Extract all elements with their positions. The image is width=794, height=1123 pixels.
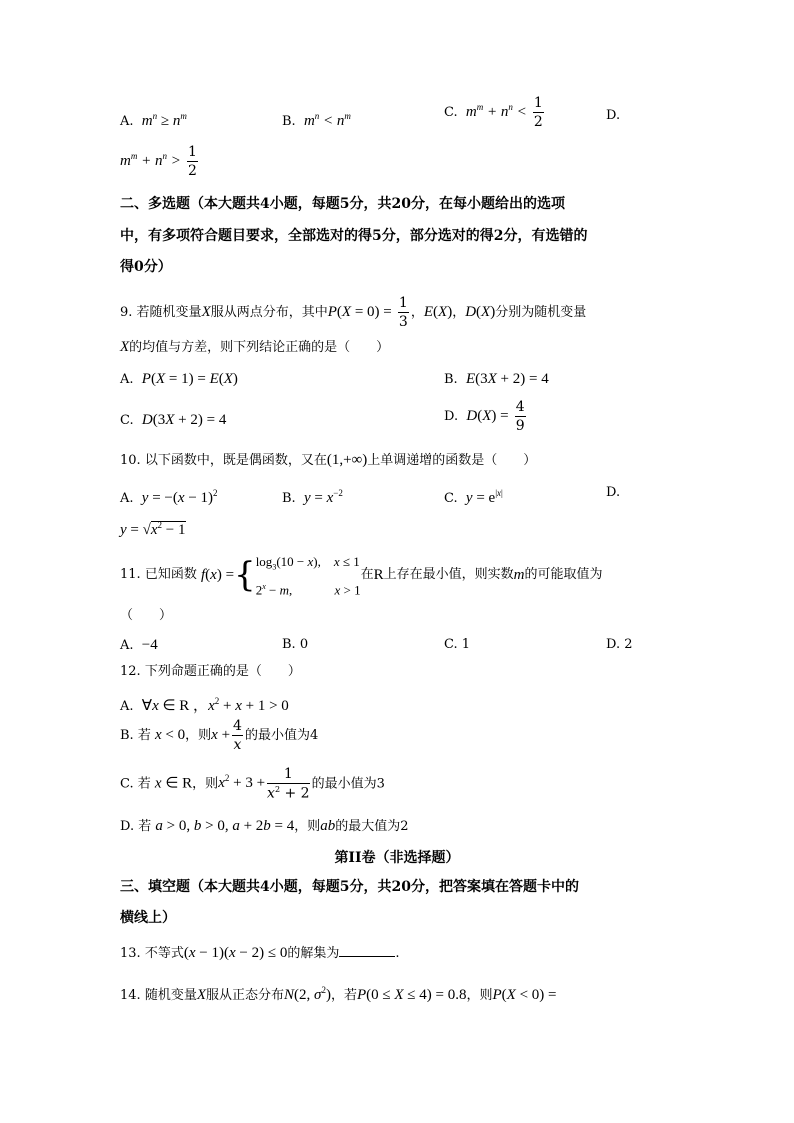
math-expr: $y = e^{|x|}$ <box>465 488 503 506</box>
option-text: 的最小值为3 <box>311 776 385 792</box>
option-text: 的最大值为2 <box>335 819 409 834</box>
q8-option-b <box>282 107 351 131</box>
math-expr: D(X) = <box>466 408 509 424</box>
fraction: $\frac{4}{x}$ <box>233 718 242 753</box>
q11-stem <box>120 552 603 599</box>
q9-stem-line2 <box>120 338 389 357</box>
comma: ， <box>452 305 466 320</box>
q12-stem <box>120 663 301 681</box>
fraction: $\frac{4}{9}$ <box>515 399 525 434</box>
stem-text: 不等式 <box>144 946 184 961</box>
option-text: ，则 <box>185 728 212 743</box>
q10-option-d <box>120 516 186 540</box>
question-number: 13. <box>120 946 141 961</box>
stem-text: 上存在最小值，则实数 <box>383 567 514 583</box>
q11-option-c: C. 1 <box>444 637 471 652</box>
fraction: $\frac{1}{2}$ <box>533 95 543 130</box>
math-expr: P <box>327 304 337 320</box>
section2-title-line1: 二、多选题（本大题共4小题，每题5分，共20分，在每小题给出的选项 <box>120 196 565 212</box>
option-value: −4 <box>141 637 158 653</box>
option-text: 的最小值为4 <box>244 728 319 743</box>
stem-text: 上单调递增的函数是（ ） <box>367 453 537 468</box>
stem-text: ，则 <box>466 988 493 1003</box>
option-label: A. <box>120 638 134 653</box>
option-text: ，则 <box>192 776 219 792</box>
math-expr: D <box>465 304 477 320</box>
math-expr: E(3X + 2) = 4 <box>465 371 549 387</box>
math-expr: $m^m + n^n$ > <box>120 151 181 169</box>
math-expr: ab <box>320 818 336 834</box>
stem-text: 服从两点分布，其中 <box>210 305 328 320</box>
math-expr: D(3X + 2) = 4 <box>141 412 227 428</box>
math-var: X <box>120 339 130 355</box>
stem-text: 的可能取值为 <box>524 567 603 583</box>
math-expr: x < 0 <box>154 727 186 743</box>
option-label: B. <box>282 491 296 506</box>
math-expr: P(X < 0) = <box>492 987 557 1003</box>
stem-text: 以下函数中，既是偶函数，又在 <box>144 453 327 468</box>
q10-option-a <box>120 484 218 508</box>
option-label: C. <box>120 776 134 792</box>
q11-option-d: D. 2 <box>606 637 633 652</box>
math-var: m <box>513 567 525 584</box>
q10-stem <box>120 451 536 470</box>
q9-option-a <box>120 370 238 389</box>
option-label: C. <box>444 491 458 506</box>
math-expr: $y = x^{-2}$ <box>303 488 343 506</box>
option-label: C. <box>120 413 134 428</box>
math-expr: $m^n < n^m$ <box>303 111 351 129</box>
stem-text: 若随机变量 <box>136 305 202 320</box>
answer-blank[interactable] <box>339 944 395 957</box>
q9-stem <box>120 296 586 329</box>
option-label: A. <box>120 491 134 506</box>
q12-option-c <box>120 767 385 801</box>
math-set: R <box>373 567 384 584</box>
option-text: 若 <box>137 728 151 743</box>
q9-option-d <box>444 400 528 433</box>
stem-text: 随机变量 <box>144 988 197 1003</box>
fraction: $\frac{1}{x^2 + 2}$ <box>267 766 310 802</box>
option-label: D. <box>120 819 135 834</box>
section2-title-line2: 中，有多项符合题目要求，全部选对的得5分，部分选对的得2分，有选错的 <box>120 228 588 244</box>
q11-option-b: B. 0 <box>282 637 309 652</box>
option-label: D. <box>606 108 621 123</box>
question-number: 10. <box>120 453 141 468</box>
q8-option-c <box>444 96 546 129</box>
math-expr: (X) <box>433 304 453 320</box>
math-expr: P(0 ≤ X ≤ 4) = 0.8 <box>356 987 467 1003</box>
option-label: B. <box>444 372 458 387</box>
option-text: 若 <box>137 776 151 792</box>
math-expr: $y = √x^2 - 1$ <box>120 520 186 538</box>
q12-option-d <box>120 817 409 836</box>
stem-text: 的均值与方差，则下列结论正确的是（ ） <box>129 340 390 355</box>
q11-option-a <box>120 636 158 655</box>
math-expr: (X = 0) = <box>336 304 392 320</box>
stem-text: 分别为随机变量 <box>495 305 587 320</box>
period: . <box>395 946 400 961</box>
option-label: A. <box>120 699 134 714</box>
option-label: B. <box>282 114 296 129</box>
option-label: D. <box>444 409 459 424</box>
math-expr: a > 0, b > 0, a + 2b = 4 <box>155 818 295 834</box>
math-expr: N(2, $\sigma^2$) <box>284 985 331 1003</box>
math-expr: $y = -(x - 1)^2$ <box>141 488 218 506</box>
math-expr: $x^2 + 3$ + <box>218 773 266 792</box>
q10-option-b <box>282 484 343 508</box>
fraction: $\frac{1}{3}$ <box>398 295 408 330</box>
option-label: D. <box>606 485 621 500</box>
piecewise-cases: $\log_3(10 - x)$, x ≤ 1 $2^x - m$, x > 1 <box>255 554 361 597</box>
option-text: 若 <box>138 819 152 834</box>
math-expr: $m^m + n^n$ < <box>465 102 527 120</box>
fraction: $\frac{1}{2}$ <box>187 144 197 179</box>
part2-title: 第II卷（非选择题） <box>334 850 460 866</box>
option-text: ，则 <box>294 819 321 834</box>
section3-title-line2: 横线上） <box>120 910 176 926</box>
math-expr: (X) <box>476 304 496 320</box>
q8-option-d <box>120 145 200 178</box>
comma: ， <box>410 305 424 320</box>
question-number: 14. <box>120 988 141 1003</box>
question-number: 9. <box>120 305 133 320</box>
stem-text: 已知函数 <box>144 567 197 583</box>
stem-text: ，若 <box>330 988 357 1003</box>
math-expr: P(X = 1) = E(X) <box>141 371 238 387</box>
section2-title-line3: 得0分） <box>120 259 172 275</box>
q14 <box>120 981 557 1005</box>
math-var: X <box>201 304 211 320</box>
question-number: 12. <box>120 664 141 679</box>
brace-symbol: { <box>234 555 256 596</box>
stem-text: 下列命题正确的是（ ） <box>144 664 301 679</box>
q12-option-a <box>120 692 289 716</box>
option-label: B. <box>120 728 134 743</box>
math-var: X <box>196 987 207 1003</box>
q8-option-d-label <box>606 107 620 125</box>
math-expr: x + <box>211 727 231 743</box>
q11-paren: （ ） <box>120 608 173 623</box>
q10-option-c <box>444 484 503 508</box>
q13 <box>120 944 399 963</box>
q12-option-b <box>120 719 318 752</box>
stem-text: 的解集为 <box>287 946 340 961</box>
math-expr: (x − 1)(x − 2) ≤ 0 <box>183 945 288 961</box>
math-expr: E <box>423 304 434 320</box>
math-expr: f(x) = <box>200 567 235 584</box>
section3-title-line1: 三、填空题（本大题共4小题，每题5分，共20分，把答案填在答题卡中的 <box>120 879 579 895</box>
stem-text: 在 <box>360 567 374 583</box>
question-number: 11. <box>120 567 141 583</box>
q9-option-c <box>120 411 226 430</box>
math-expr: (1,+∞) <box>326 452 368 468</box>
math-expr: ∀x ∈ R ，$x^2 + x + 1 > 0$ <box>141 696 289 714</box>
math-expr: $m^n \ge n^m$ <box>141 111 187 129</box>
option-label: C. <box>444 105 458 120</box>
option-label: A. <box>120 114 134 129</box>
q10-option-d-label <box>606 484 620 502</box>
q8-option-a <box>120 107 187 131</box>
math-expr: x ∈ R <box>154 775 193 792</box>
stem-text: 服从正态分布 <box>206 988 285 1003</box>
q9-option-b <box>444 370 549 389</box>
option-label: A. <box>120 372 134 387</box>
